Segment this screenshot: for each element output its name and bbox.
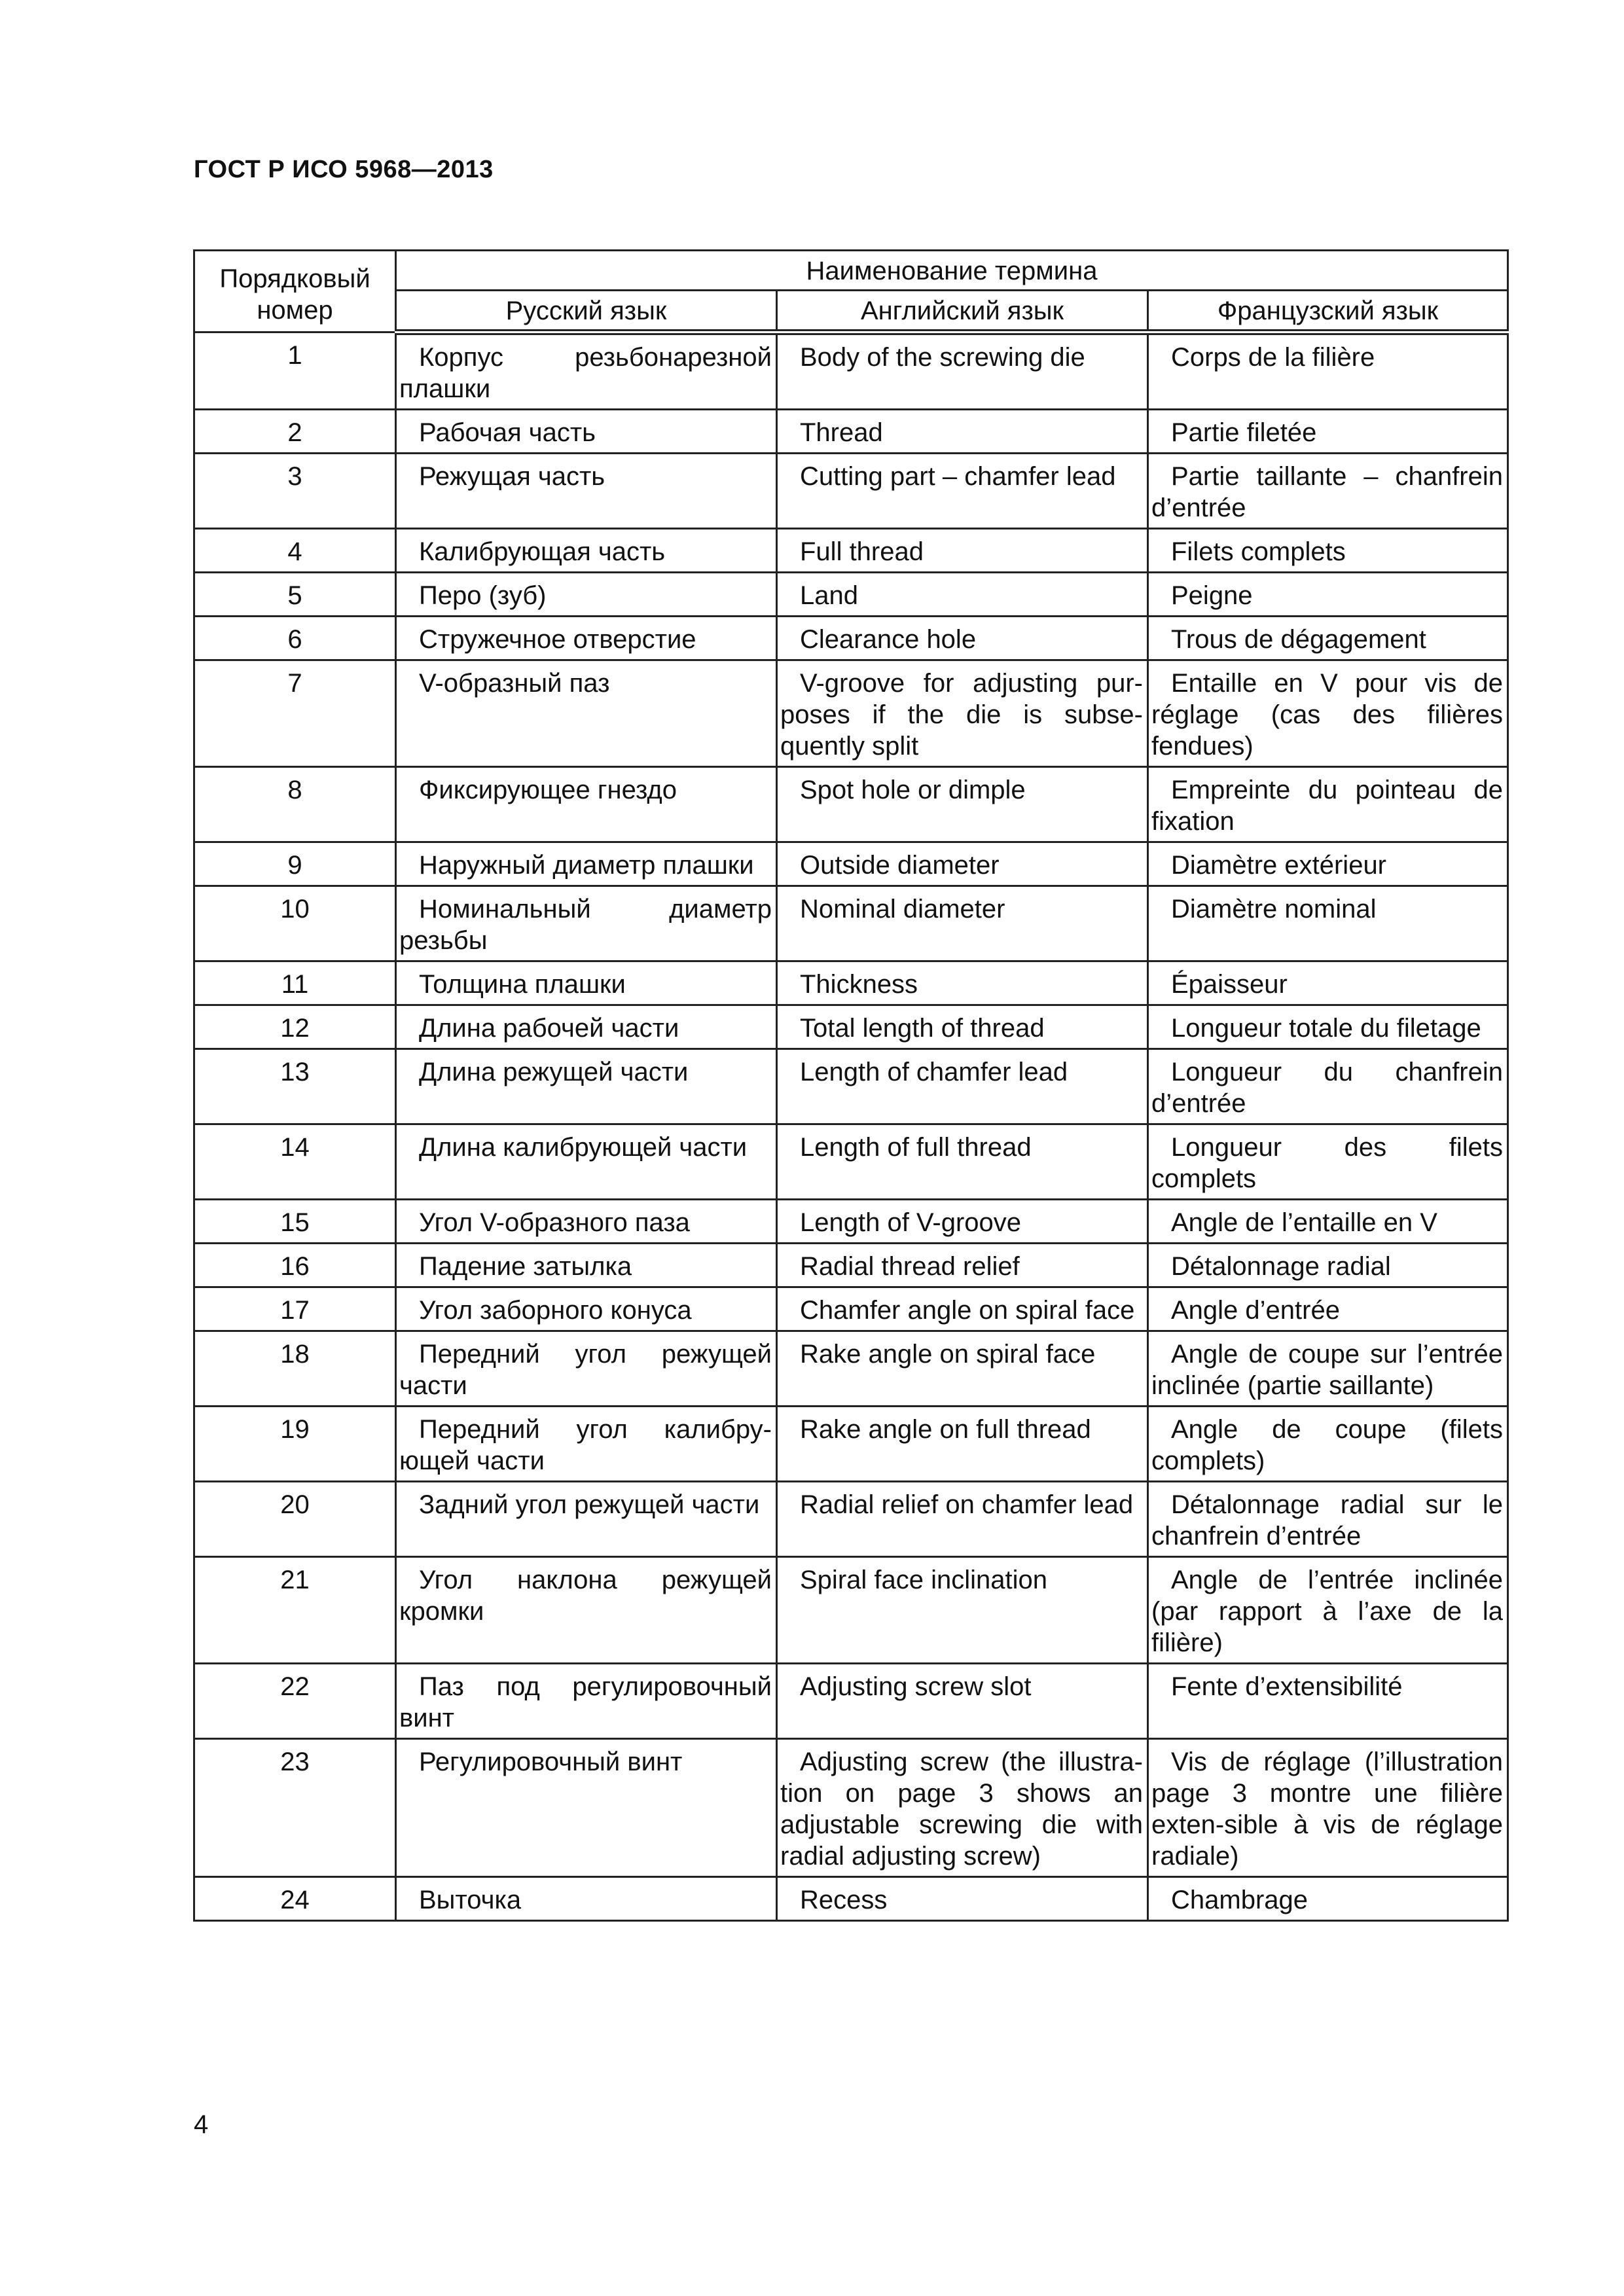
- english-term-cell: Nominal diameter: [777, 886, 1148, 961]
- russian-term-cell: Регулировочный винт: [396, 1739, 777, 1877]
- table-row: [194, 1664, 1508, 1739]
- page-number: 4: [194, 2110, 209, 2139]
- french-term-cell: Trous de dégagement: [1148, 617, 1508, 660]
- french-term-cell: Empreinte du pointeau de fixation: [1148, 767, 1508, 842]
- table-row: [194, 1331, 1508, 1407]
- english-term-cell: Adjusting screw (the illustra-tion on page 3 shows an adjustable screwing die with radial adjusting screw): [777, 1739, 1148, 1877]
- english-term-cell: Spiral face inclination: [777, 1557, 1148, 1664]
- russian-term-cell: Угол наклона режущей кромки: [396, 1557, 777, 1664]
- english-term-cell: Full thread: [777, 529, 1148, 573]
- english-term-cell: Outside diameter: [777, 842, 1148, 886]
- russian-term-cell: Рабочая часть: [396, 410, 777, 454]
- english-term-cell: Adjusting screw slot: [777, 1664, 1148, 1739]
- term-number-cell: 20: [194, 1482, 396, 1557]
- document-header: ГОСТ Р ИСО 5968—2013: [194, 156, 494, 183]
- term-number-cell: 22: [194, 1664, 396, 1739]
- english-term-cell: Chamfer angle on spiral face: [777, 1287, 1148, 1331]
- french-column-header: Французский язык: [1148, 291, 1508, 332]
- french-term-cell: Chambrage: [1148, 1877, 1508, 1921]
- french-term-cell: Corps de la filière: [1148, 332, 1508, 410]
- french-term-cell: Angle de coupe sur l’entrée inclinée (partie saillante): [1148, 1331, 1508, 1407]
- french-term-cell: Vis de réglage (l’illustration page 3 montre une filière exten-sible à vis de réglage radiale): [1148, 1739, 1508, 1877]
- russian-term-cell: Угол заборного конуса: [396, 1287, 777, 1331]
- russian-term-cell: Угол V-образного паза: [396, 1200, 777, 1244]
- table-row: [194, 410, 1508, 454]
- english-term-cell: Cutting part – chamfer lead: [777, 454, 1148, 529]
- english-term-cell: Thickness: [777, 961, 1148, 1005]
- french-term-cell: Partie taillante – chanfrein d’entrée: [1148, 454, 1508, 529]
- term-number-cell: 10: [194, 886, 396, 961]
- table-row: [194, 1049, 1508, 1124]
- russian-term-cell: Толщина плашки: [396, 961, 777, 1005]
- table-row: [194, 573, 1508, 617]
- english-term-cell: V-groove for adjusting pur-poses if the die is subse-quently split: [777, 660, 1148, 767]
- term-number-cell: 1: [194, 332, 396, 410]
- english-term-cell: Radial relief on chamfer lead: [777, 1482, 1148, 1557]
- term-number-cell: 14: [194, 1124, 396, 1200]
- russian-term-cell: Длина калибрующей части: [396, 1124, 777, 1200]
- russian-term-cell: Длина режущей части: [396, 1049, 777, 1124]
- french-term-cell: Longueur des filets complets: [1148, 1124, 1508, 1200]
- term-name-header: Наименование термина: [396, 251, 1508, 291]
- french-term-cell: Diamètre nominal: [1148, 886, 1508, 961]
- number-column-header: Порядковый номер: [194, 251, 396, 332]
- term-number-cell: 19: [194, 1407, 396, 1482]
- english-term-cell: Spot hole or dimple: [777, 767, 1148, 842]
- english-term-cell: Length of chamfer lead: [777, 1049, 1148, 1124]
- terms-table: [193, 249, 1509, 1922]
- table-row: [194, 1739, 1508, 1877]
- russian-term-cell: Падение затылка: [396, 1244, 777, 1287]
- table-row: [194, 1005, 1508, 1049]
- table-row: [194, 1482, 1508, 1557]
- table-row: [194, 529, 1508, 573]
- term-number-cell: 24: [194, 1877, 396, 1921]
- russian-column-header: Русский язык: [396, 291, 777, 332]
- russian-term-cell: Режущая часть: [396, 454, 777, 529]
- term-number-cell: 17: [194, 1287, 396, 1331]
- english-term-cell: Radial thread relief: [777, 1244, 1148, 1287]
- term-number-cell: 16: [194, 1244, 396, 1287]
- russian-term-cell: Паз под регулировочный винт: [396, 1664, 777, 1739]
- russian-term-cell: Выточка: [396, 1877, 777, 1921]
- table-row: [194, 1124, 1508, 1200]
- term-number-cell: 9: [194, 842, 396, 886]
- english-term-cell: Rake angle on spiral face: [777, 1331, 1148, 1407]
- russian-term-cell: V-образный паз: [396, 660, 777, 767]
- russian-term-cell: Корпус резьбонарезной плашки: [396, 332, 777, 410]
- russian-term-cell: Задний угол режущей части: [396, 1482, 777, 1557]
- french-term-cell: Angle de l’entrée inclinée (par rapport à l’axe de la filière): [1148, 1557, 1508, 1664]
- french-term-cell: Longueur totale du filetage: [1148, 1005, 1508, 1049]
- term-number-cell: 13: [194, 1049, 396, 1124]
- french-term-cell: Filets complets: [1148, 529, 1508, 573]
- english-term-cell: Length of full thread: [777, 1124, 1148, 1200]
- term-number-cell: 15: [194, 1200, 396, 1244]
- english-term-cell: Rake angle on full thread: [777, 1407, 1148, 1482]
- english-term-cell: Clearance hole: [777, 617, 1148, 660]
- french-term-cell: Fente d’extensibilité: [1148, 1664, 1508, 1739]
- table-row: [194, 660, 1508, 767]
- russian-term-cell: Передний угол режущей части: [396, 1331, 777, 1407]
- term-number-cell: 2: [194, 410, 396, 454]
- term-number-cell: 4: [194, 529, 396, 573]
- english-term-cell: Total length of thread: [777, 1005, 1148, 1049]
- table-row: [194, 332, 1508, 410]
- term-number-cell: 11: [194, 961, 396, 1005]
- french-term-cell: Angle de l’entaille en V: [1148, 1200, 1508, 1244]
- term-number-cell: 3: [194, 454, 396, 529]
- terms-table-body: [194, 332, 1508, 1921]
- table-row: [194, 1200, 1508, 1244]
- russian-term-cell: Передний угол калибру-ющей части: [396, 1407, 777, 1482]
- table-row: [194, 1407, 1508, 1482]
- russian-term-cell: Стружечное отверстие: [396, 617, 777, 660]
- french-term-cell: Diamètre extérieur: [1148, 842, 1508, 886]
- french-term-cell: Longueur du chanfrein d’entrée: [1148, 1049, 1508, 1124]
- term-number-cell: 8: [194, 767, 396, 842]
- table-row: [194, 842, 1508, 886]
- english-term-cell: Recess: [777, 1877, 1148, 1921]
- table-row: [194, 1244, 1508, 1287]
- table-row: [194, 1287, 1508, 1331]
- french-term-cell: Peigne: [1148, 573, 1508, 617]
- term-number-cell: 5: [194, 573, 396, 617]
- table-row: [194, 454, 1508, 529]
- term-number-cell: 12: [194, 1005, 396, 1049]
- table-row: [194, 767, 1508, 842]
- french-term-cell: Partie filetée: [1148, 410, 1508, 454]
- table-row: [194, 961, 1508, 1005]
- french-term-cell: Angle de coupe (filets complets): [1148, 1407, 1508, 1482]
- english-term-cell: Length of V-groove: [777, 1200, 1148, 1244]
- english-column-header: Английский язык: [777, 291, 1148, 332]
- english-term-cell: Body of the screwing die: [777, 332, 1148, 410]
- russian-term-cell: Фиксирующее гнездо: [396, 767, 777, 842]
- russian-term-cell: Наружный диаметр плашки: [396, 842, 777, 886]
- russian-term-cell: Длина рабочей части: [396, 1005, 777, 1049]
- russian-term-cell: Перо (зуб): [396, 573, 777, 617]
- term-number-cell: 7: [194, 660, 396, 767]
- table-row: [194, 886, 1508, 961]
- term-number-cell: 6: [194, 617, 396, 660]
- english-term-cell: Land: [777, 573, 1148, 617]
- table-row: [194, 617, 1508, 660]
- french-term-cell: Entaille en V pour vis de réglage (cas des filières fendues): [1148, 660, 1508, 767]
- table-row: [194, 1877, 1508, 1921]
- table-row: [194, 1557, 1508, 1664]
- french-term-cell: Angle d’entrée: [1148, 1287, 1508, 1331]
- french-term-cell: Détalonnage radial sur le chanfrein d’entrée: [1148, 1482, 1508, 1557]
- french-term-cell: Détalonnage radial: [1148, 1244, 1508, 1287]
- russian-term-cell: Калибрующая часть: [396, 529, 777, 573]
- english-term-cell: Thread: [777, 410, 1148, 454]
- term-number-cell: 23: [194, 1739, 396, 1877]
- french-term-cell: Épaisseur: [1148, 961, 1508, 1005]
- term-number-cell: 18: [194, 1331, 396, 1407]
- term-number-cell: 21: [194, 1557, 396, 1664]
- russian-term-cell: Номинальный диаметр резьбы: [396, 886, 777, 961]
